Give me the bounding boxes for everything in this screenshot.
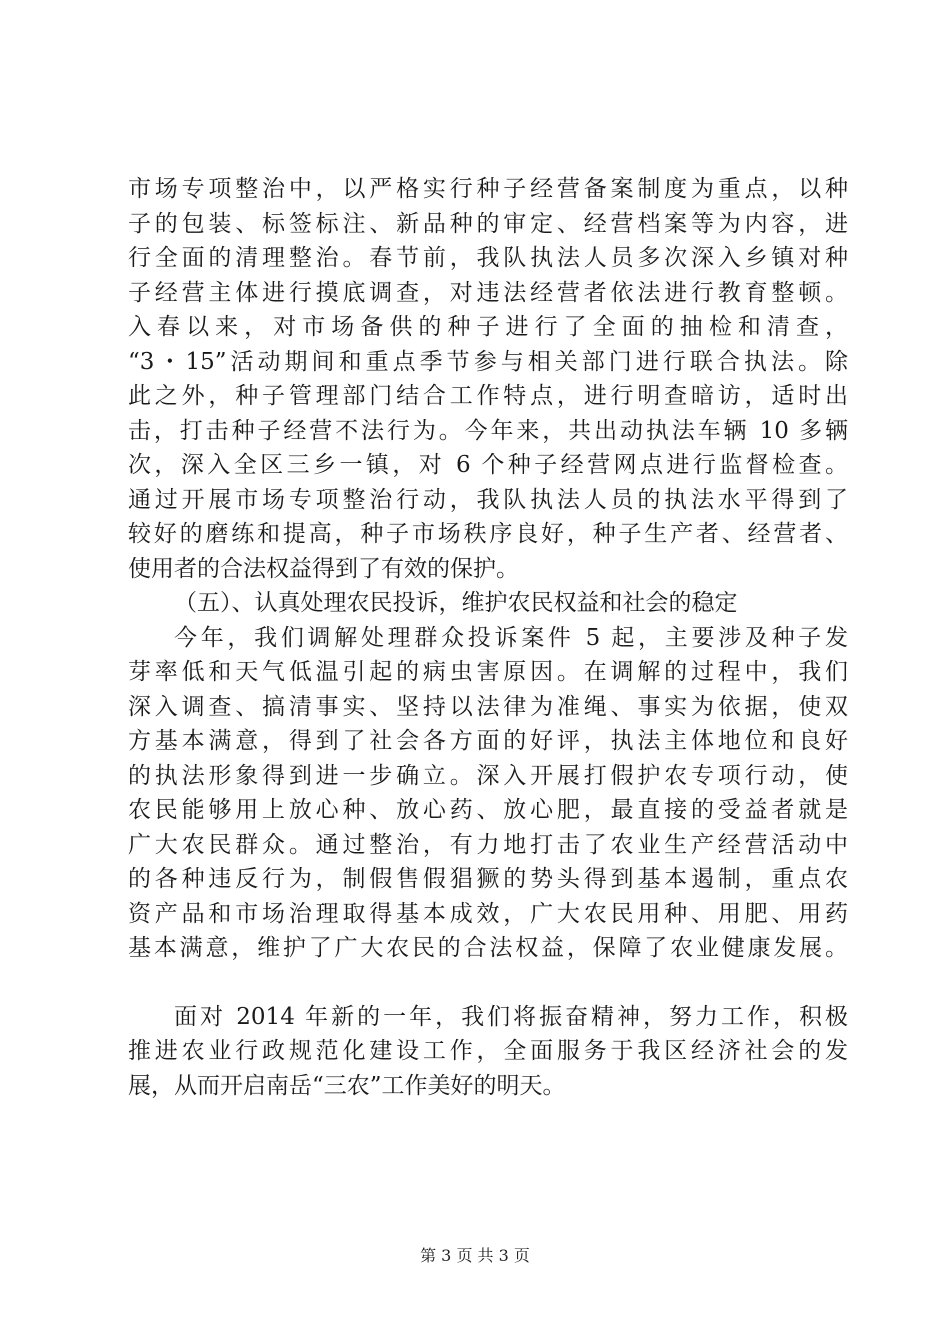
text-line: 行全面的清理整治。春节前，我队执法人员多次深入乡镇对种 [128,245,848,271]
paragraph-complaints [128,621,848,966]
text-line: 子经营主体进行摸底调查，对违法经营者依法进行教育整顿。 [128,279,848,306]
text-line: 市场专项整治中，以严格实行种子经营备案制度为重点，以种 [128,176,848,202]
text-line: 此之外，种子管理部门结合工作特点，进行明查暗访，适时出 [128,383,848,409]
text-line: 入春以来，对市场备供的种子进行了全面的抽检和清查， [128,314,848,340]
section-heading: （五）、认真处理农民投诉，维护农民权益和社会的稳定 [174,590,738,616]
text-line: 广大农民群众。通过整治，有力地打击了农业生产经营活动中 [128,831,848,858]
text-line: 通过开展市场专项整治行动，我队执法人员的执法水平得到了 [128,486,848,513]
text-line: 面对 2014 年新的一年，我们将振奋精神，努力工作，积极 [174,1003,848,1030]
text-line: 基本满意，维护了广大农民的合法权益，保障了农业健康发展。 [128,935,848,961]
text-line: 子的包装、标签标注、新品种的审定、经营档案等为内容，进 [128,210,848,237]
text-line: 的执法形象得到进一步确立。深入开展打假护农专项行动，使 [128,762,848,789]
text-line: 推进农业行政规范化建设工作，全面服务于我区经济社会的发 [128,1038,848,1064]
text-line: 资产品和市场治理取得基本成效，广大农民用种、用肥、用药 [128,900,848,927]
text-line: “3・15”活动期间和重点季节参与相关部门进行联合执法。除 [128,348,848,375]
text-line: 农民能够用上放心种、放心药、放心肥，最直接的受益者就是 [128,797,848,823]
text-line: 次，深入全区三乡一镇，对 6 个种子经营网点进行监督检查。 [128,452,848,478]
text-line: 击，打击种子经营不法行为。今年来，共出动执法车辆 10 多辆 [128,417,848,444]
text-line: 深入调查、搞清事实、坚持以法律为准绳、事实为依据，使双 [128,693,848,720]
document-body [128,172,848,1103]
text-line: 使用者的合法权益得到了有效的保护。 [128,555,519,582]
paragraph-gap [128,966,848,1000]
page-number-footer: 第 3 页 共 3 页 [420,1246,530,1265]
text-line: 较好的磨练和提高，种子市场秩序良好，种子生产者、经营者、 [128,521,848,547]
text-line: 展，从而开启南岳“三农”工作美好的明天。 [128,1072,566,1099]
text-line: 方基本满意，得到了社会各方面的好评，执法主体地位和良好 [128,728,848,754]
text-line: 芽率低和天气低温引起的病虫害原因。在调解的过程中，我们 [128,659,848,685]
paragraph-outlook [128,1000,848,1104]
text-line: 今年，我们调解处理群众投诉案件 5 起，主要涉及种子发 [174,624,848,651]
text-line: 的各种违反行为，制假售假猖獗的势头得到基本遏制，重点农 [128,866,848,892]
paragraph-market-rectification [128,172,848,586]
